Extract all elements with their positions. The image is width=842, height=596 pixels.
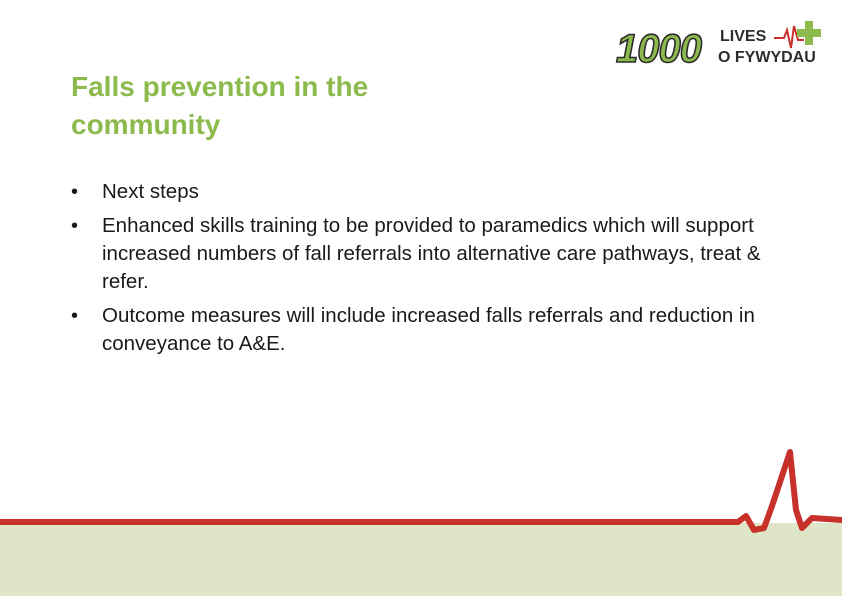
bullet-text: Enhanced skills training to be provided to paramedics which will support increased numbers of fall referrals into alternative care pathways, treat & refer. [102,214,761,293]
bullet-text: Outcome measures will include increased falls referrals and reduction in conveyance to A&E. [102,304,755,355]
bullet-marker: • [71,215,79,237]
bullet-item [71,178,771,206]
logo-line2: O FYWYDAU [718,49,816,66]
bullet-marker: • [71,181,79,203]
logo-number: 1000 [616,27,701,68]
slide-title: Falls prevention in the community [71,71,369,140]
logo-line1: LIVES [720,28,767,45]
logo-graphic [614,18,828,68]
bullet-list [71,178,771,364]
ecg-line [0,440,842,540]
bullet-item [71,212,771,296]
1000-lives-logo [614,18,828,68]
bullet-marker: • [71,305,79,327]
bullet-text: Next steps [102,180,199,203]
plus-icon [797,21,821,45]
ecg-path [0,452,842,530]
bullet-item [71,302,771,358]
